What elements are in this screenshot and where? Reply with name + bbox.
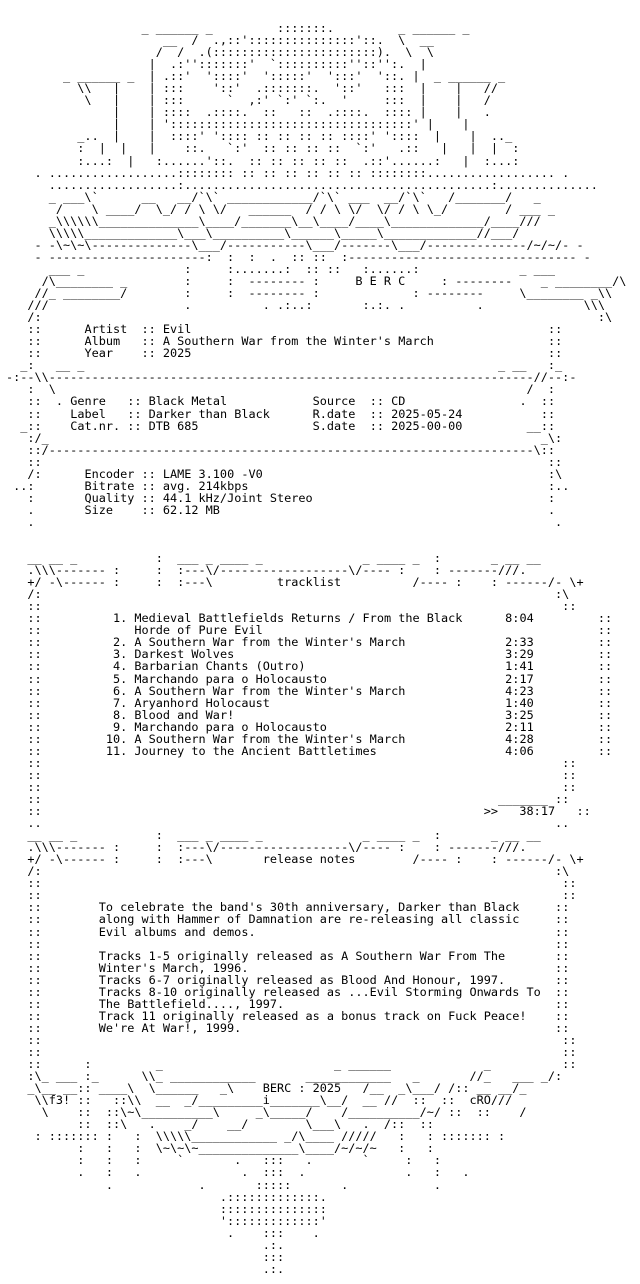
ascii-art: :: [6,972,99,987]
ascii-art: . . ::::: . . [6,1177,441,1192]
ascii-art: ::::::::::::::: [6,1201,327,1216]
ascii-art: :: :: [6,1044,577,1059]
ascii-art: :: [127,394,149,409]
track-duration: 4:28 [498,731,534,746]
track-title: Medieval Battlefields Returns / From the Black [134,611,470,626]
ascii-art: :: [533,731,613,746]
ascii-art: .:. [6,1261,285,1276]
ascii-art: /: :\ [6,587,570,602]
ascii-art: :: [6,623,99,638]
ascii-art: :: :: [6,888,577,903]
field-label: Bitrate [84,478,142,493]
ascii-art: :: [141,478,163,493]
field-value: CD [391,394,463,409]
ascii-art: :: [6,1008,99,1023]
ascii-art: . [455,502,556,517]
ascii-art: _: __ _ _ __ :_ [6,358,563,373]
ascii-art: ..: [6,478,85,493]
track-title: A Southern War from the Winter's March [134,683,470,698]
footer-signature-left: f3! [48,1093,71,1108]
ascii-art: :: :: [6,755,577,770]
field-value: DTB 685 [148,418,299,433]
ascii-art: :: [6,695,99,710]
track-duration: 3:25 [498,707,534,722]
ascii-art: :: [6,731,99,746]
track-title: Marchando para o Holocausto [134,719,470,734]
track-duration: 1:40 [498,695,534,710]
ascii-art: :: [533,659,613,674]
ascii-art: : \ / : [6,382,556,397]
ascii-art: :: :: [6,779,577,794]
ascii-art: :: [6,924,99,939]
ascii-art: :: [462,406,556,421]
nfo-document [6,22,626,1275]
ascii-art: | .:'':::::::' `::::::::::''::'':. | [6,57,427,72]
ascii-art: .. .. [6,816,570,831]
section-header: tracklist [234,575,392,590]
field-label: Year [84,346,142,361]
ascii-art: ..................:...........................................:.............. [6,177,598,192]
field-value: LAME 3.100 -V0 [162,466,456,481]
ascii-art: :: ::\ . _/ __/ \___\ . /:: :: [6,1117,434,1132]
ascii-art: /// . . .:..: :.:. . . \\\ [6,298,605,313]
ascii-art: \ :: ::\~\__________\ _\_____/ /__________/~/ :: :: / [6,1105,527,1120]
ascii-art: :: [127,418,149,433]
track-title: Marchando para o Holocausto [134,671,470,686]
ascii-art: __ __ _ : ___ _ ____ _ _ ____ _ : _ __ __ [6,828,541,843]
ascii-art: :: :: [6,599,577,614]
release-note-line: Winter's March, 1996. [98,960,541,975]
ascii-art: :: [533,647,613,662]
ascii-art: :: [6,900,99,915]
field-value: A Southern War from the Winter's March [162,334,456,349]
ascii-art: :: [533,695,613,710]
ascii-art: / \ ____/ \_/ / \ \/ ______ / / \ \/ \/ / \ \_/ / ___ _ [6,201,556,216]
ascii-art: /: :\ [6,864,570,879]
ascii-art: :: [6,996,99,1011]
ascii-art: . ::: . [6,1225,320,1240]
ascii-art: -:--\\--------------------------------------------------------------------//--:- [6,370,577,385]
ascii-art: . :: [462,394,556,409]
ascii-art: :: [6,936,99,951]
ascii-art: ::: [6,1249,285,1264]
ascii-art: : [455,490,556,505]
ascii-art: :: [141,502,163,517]
ascii-art: :: [540,972,570,987]
ascii-art: :: [555,804,591,819]
ascii-art: | | :::: .::::. :: :: .::::. :::: | | . [6,105,491,120]
ascii-art: _:: [6,418,71,433]
ascii-art: :: [141,346,163,361]
ascii-art: :: [540,912,570,927]
track-title: Aryanhord Holocaust [134,695,470,710]
field-value: avg. 214kbps [162,478,456,493]
track-number: 2. [98,635,128,650]
release-note-line: We're At War!, 1999. [98,1020,541,1035]
ascii-art: . ..................:::::::: :: :: :: :: :: :: ::::::::.................. . [6,165,570,180]
release-note-line: Tracks 1-5 originally released as A Southern War From The [98,948,541,963]
ascii-art: :: [6,322,85,337]
footer-signature-right: cRO [469,1093,491,1108]
release-note-line: To celebrate the band's 30th anniversary, Darker than Black [98,900,541,915]
field-label: Size [84,502,142,517]
total-time: 38:17 [519,804,556,819]
ascii-art: .:::::::::::::. [6,1189,327,1204]
ascii-art: : : : ` . ::: . ` : : [6,1153,441,1168]
ascii-art: :: _______ :: [6,792,570,806]
field-label: R.date [312,406,370,421]
field-label: Artist [84,322,142,337]
ascii-art: :: [540,1020,570,1035]
ascii-art: +/ -\------ : : :---\ [6,575,235,590]
ascii-art: :: . [6,394,71,409]
track-number: 4. [98,659,128,674]
field-label: Genre [70,394,128,409]
ascii-art: :: [533,719,613,734]
ascii-art: :: [6,1020,99,1035]
track-title: Barbarian Chants (Outro) [134,659,470,674]
ascii-art: .\\\------- : : :---\/------------------\/---- : : -------///. [6,563,527,578]
release-note-line: Tracks 8-10 originally released as ...Evil Storming Onwards To [98,984,541,999]
track-number: 10. [98,731,128,746]
ascii-art: :: :: [6,454,563,469]
ascii-art: _ ______ _ :::::::. _ ______ _ [6,21,470,35]
ascii-art: :: [540,900,570,915]
track-duration: 4:23 [498,683,534,698]
release-note-line: Tracks 6-7 originally released as Blood And Honour, 1997. [98,972,541,987]
ascii-art: :: [540,948,570,963]
ascii-art: :: [6,671,99,686]
ascii-art: __ __ _ : ___ _ ____ _ _ ____ _ : _ __ __ [6,551,541,566]
ascii-art: :: [6,743,99,758]
footer-tag: BERC : 2025 [262,1081,342,1096]
ascii-art: :: :: [6,1032,577,1047]
ascii-art: :: [6,406,71,421]
ascii-art: :: [6,707,99,722]
track-duration: 3:29 [498,647,534,662]
track-duration: 2:11 [498,719,534,734]
track-duration: 2:33 [498,635,534,650]
ascii-art: : : : \~\~\~______________\____/~/~/~ : : [6,1141,434,1156]
ascii-art: :: [6,635,99,650]
ascii-art: /\________ _ : : -------- : [6,273,342,288]
ascii-art: /: :\ [6,310,613,325]
ascii-art: __:: [462,418,556,433]
ascii-art: . : . . ::: . . : . [6,1165,470,1180]
ascii-art: :: [369,394,392,409]
ascii-art: :: [6,912,99,927]
ascii-art: ':::::::::::::' [6,1213,327,1228]
release-note-line: along with Hammer of Damnation are re-releasing all classic [98,912,541,927]
ascii-art: :\_ ___ :_ \\_ ____________ ____________ _ //_ ___ _/: [6,1069,563,1084]
ascii-art: :: [533,611,613,626]
field-value: Black Metal [148,394,299,409]
track-title: Horde of Pure Evil [134,623,470,638]
ascii-art: :/_ _\: [6,430,563,445]
release-note-line: The Battlefield...., 1997. [98,996,541,1011]
track-title: Darkest Wolves [134,647,470,662]
ascii-art: :: [6,683,99,698]
nfo-line [6,515,562,529]
ascii-art: _\__ __:: ____\ \______ _\ [6,1081,263,1096]
total-prefix: >> [483,804,506,819]
track-number: 11. [98,743,128,758]
group-name: B E R C [341,273,420,288]
field-value: 62.12 MB [162,502,456,517]
ascii-art: :\ [455,466,563,481]
field-value: Darker than Black [148,406,299,421]
ascii-art: :: [369,406,392,421]
ascii-art: - -\~\~\--------------\___/-----------\___/-------\___/--------------/~/~/- - [6,237,584,252]
ascii-art: :.. [455,478,570,493]
field-value: 2025-05-24 [391,406,463,421]
track-number: 7. [98,695,128,710]
field-label: S.date [312,418,370,433]
ascii-art: \\ [6,1093,49,1108]
track-number: 8. [98,707,128,722]
ascii-art: :: [455,334,563,349]
field-label: Source [312,394,370,409]
ascii-art: _.. | | ::::' ':::: :: :: :: :: ::::' ':::: | | .._ [6,129,513,144]
ascii-art: //_ ________/ : : -------- : : -------- \________ _\\ [6,286,613,301]
ascii-art: __ / .,::':::::::::::::::'::. \ __ [6,33,434,48]
ascii-art: :: [6,659,99,674]
ascii-art: :: [6,346,85,361]
ascii-art: :: [540,924,570,939]
ascii-art: :: [540,960,570,975]
ascii-art: .:. [6,1237,285,1252]
ascii-art: :: [540,936,570,951]
ascii-art: :: [6,334,85,349]
ascii-art: :: [540,984,570,999]
track-number: 1. [98,611,128,626]
ascii-art: : ::::::: : : \\\\\____________ _/\____ ///// : : ::::::: : [6,1129,506,1144]
ascii-art: :: [127,406,149,421]
track-title: Journey to the Ancient Battletimes [134,743,470,758]
track-title: A Southern War from the Winter's March [134,731,470,746]
ascii-art: :: ::\\ __ _/_________i_______\__/ __ // :: :: [70,1093,470,1108]
ascii-art: . . [6,514,563,529]
ascii-art: :: [533,635,613,650]
ascii-art: ___ _ : :.......: :: :: :......: _ ___ [6,261,556,276]
ascii-art: :: : _ _ ______ _ :: [6,1057,577,1072]
ascii-art: :: [6,804,484,819]
ascii-art: :: [533,683,613,698]
ascii-art: :: [455,322,563,337]
ascii-art: :: [6,611,99,626]
track-number: 9. [98,719,128,734]
ascii-art: /__ _\___/ /:: __ __/_ [341,1081,527,1096]
ascii-art: :: [6,948,99,963]
ascii-art: :: :: [6,876,577,891]
ascii-art: :: [455,346,563,361]
ascii-art: +/ -\------ : : :---\ [6,852,235,867]
ascii-art: / / .(:::::::::::::::::::::::). \ \ [6,45,434,60]
ascii-art: _ ___\` __ __/`\` ____________/`\` ___ __/`\` /_______/ _ [6,189,541,204]
track-number: 3. [98,647,128,662]
track-title: Blood and War! [134,707,470,722]
ascii-art: /// [490,1093,513,1108]
ascii-art: :: [141,466,163,481]
ascii-art: :: [141,322,163,337]
ascii-art: :: [141,334,163,349]
ascii-art: \\ | | ::: '::' .:::::::. '::' ::: | | // [6,81,499,96]
ascii-art: :: :: [6,767,577,782]
field-label: Label [70,406,128,421]
ascii-art: : -------- _ ________/\ [419,273,627,288]
ascii-art: :: [6,984,99,999]
ascii-art: \\\\\_____________\___\__________\______\_____\_____________//___/ [6,225,520,240]
track-duration: 8:04 [498,611,534,626]
ascii-art: .\\\------- : : :---\/------------------\/---- : : -------///. [6,840,527,855]
ascii-art: . [6,502,85,517]
ascii-art: /---- : : ------/- \+ [391,852,584,867]
ascii-art: :: [6,719,99,734]
release-note-line: Evil albums and demos. [98,924,541,939]
ascii-art: :...: | :......'::. :: :: :: :: :: .::'......: | :...: [6,153,520,168]
track-title: A Southern War from the Winter's March [134,635,470,650]
ascii-art: :: [540,996,570,1011]
ascii-art: :: [6,960,99,975]
nfo-line [6,1262,284,1276]
ascii-art: :: [369,418,392,433]
ascii-art: : | | | ::. `:' :: :: :: :: `:' .:: | | | : [6,141,520,156]
ascii-art: :: [540,1008,570,1023]
ascii-art: ::/--------------------------------------------------------------------\:: [6,442,556,457]
section-header: release notes [234,852,392,867]
field-label: Album [84,334,142,349]
track-duration: 1:41 [498,659,534,674]
ascii-art: _\\\\\\______________\____/_______\__\____/____\_____________/____/// [6,213,541,228]
ascii-art: : [6,490,85,505]
ascii-art: /: [6,466,85,481]
track-duration: 4:06 [498,743,534,758]
field-value: 2025-00-00 [391,418,463,433]
ascii-art: _ ______ _ | .::' '::::' ':::::' ':::' '::. | _ ______ _ [6,69,506,84]
ascii-art: :: [6,647,99,662]
ascii-art: :: [533,707,613,722]
ascii-art: :: [533,623,613,638]
field-label: Quality [84,490,142,505]
field-value: 2025 [162,346,456,361]
field-value: Evil [162,322,456,337]
field-label: Cat.nr. [70,418,128,433]
track-number: 5. [98,671,128,686]
ascii-art: /---- : : ------/- \+ [391,575,584,590]
ascii-art: - ----------------------: : : . :: :: :-------------------------------- - [6,249,591,264]
ascii-art: :: [141,490,163,505]
ascii-art: \ | | ::: ` ,:' `:' `:. ' ::: | | / [6,93,491,108]
ascii-art: | | '::::::::::::::::::::::::::::::::::' | | [6,117,470,132]
field-value: 44.1 kHz/Joint Stereo [162,490,456,505]
field-label: Encoder [84,466,142,481]
track-duration: 2:17 [498,671,534,686]
ascii-art: :: [533,671,613,686]
ascii-art: :: [533,743,613,758]
track-number: 6. [98,683,128,698]
release-note-line: Track 11 originally released as a bonus track on Fuck Peace! [98,1008,541,1023]
